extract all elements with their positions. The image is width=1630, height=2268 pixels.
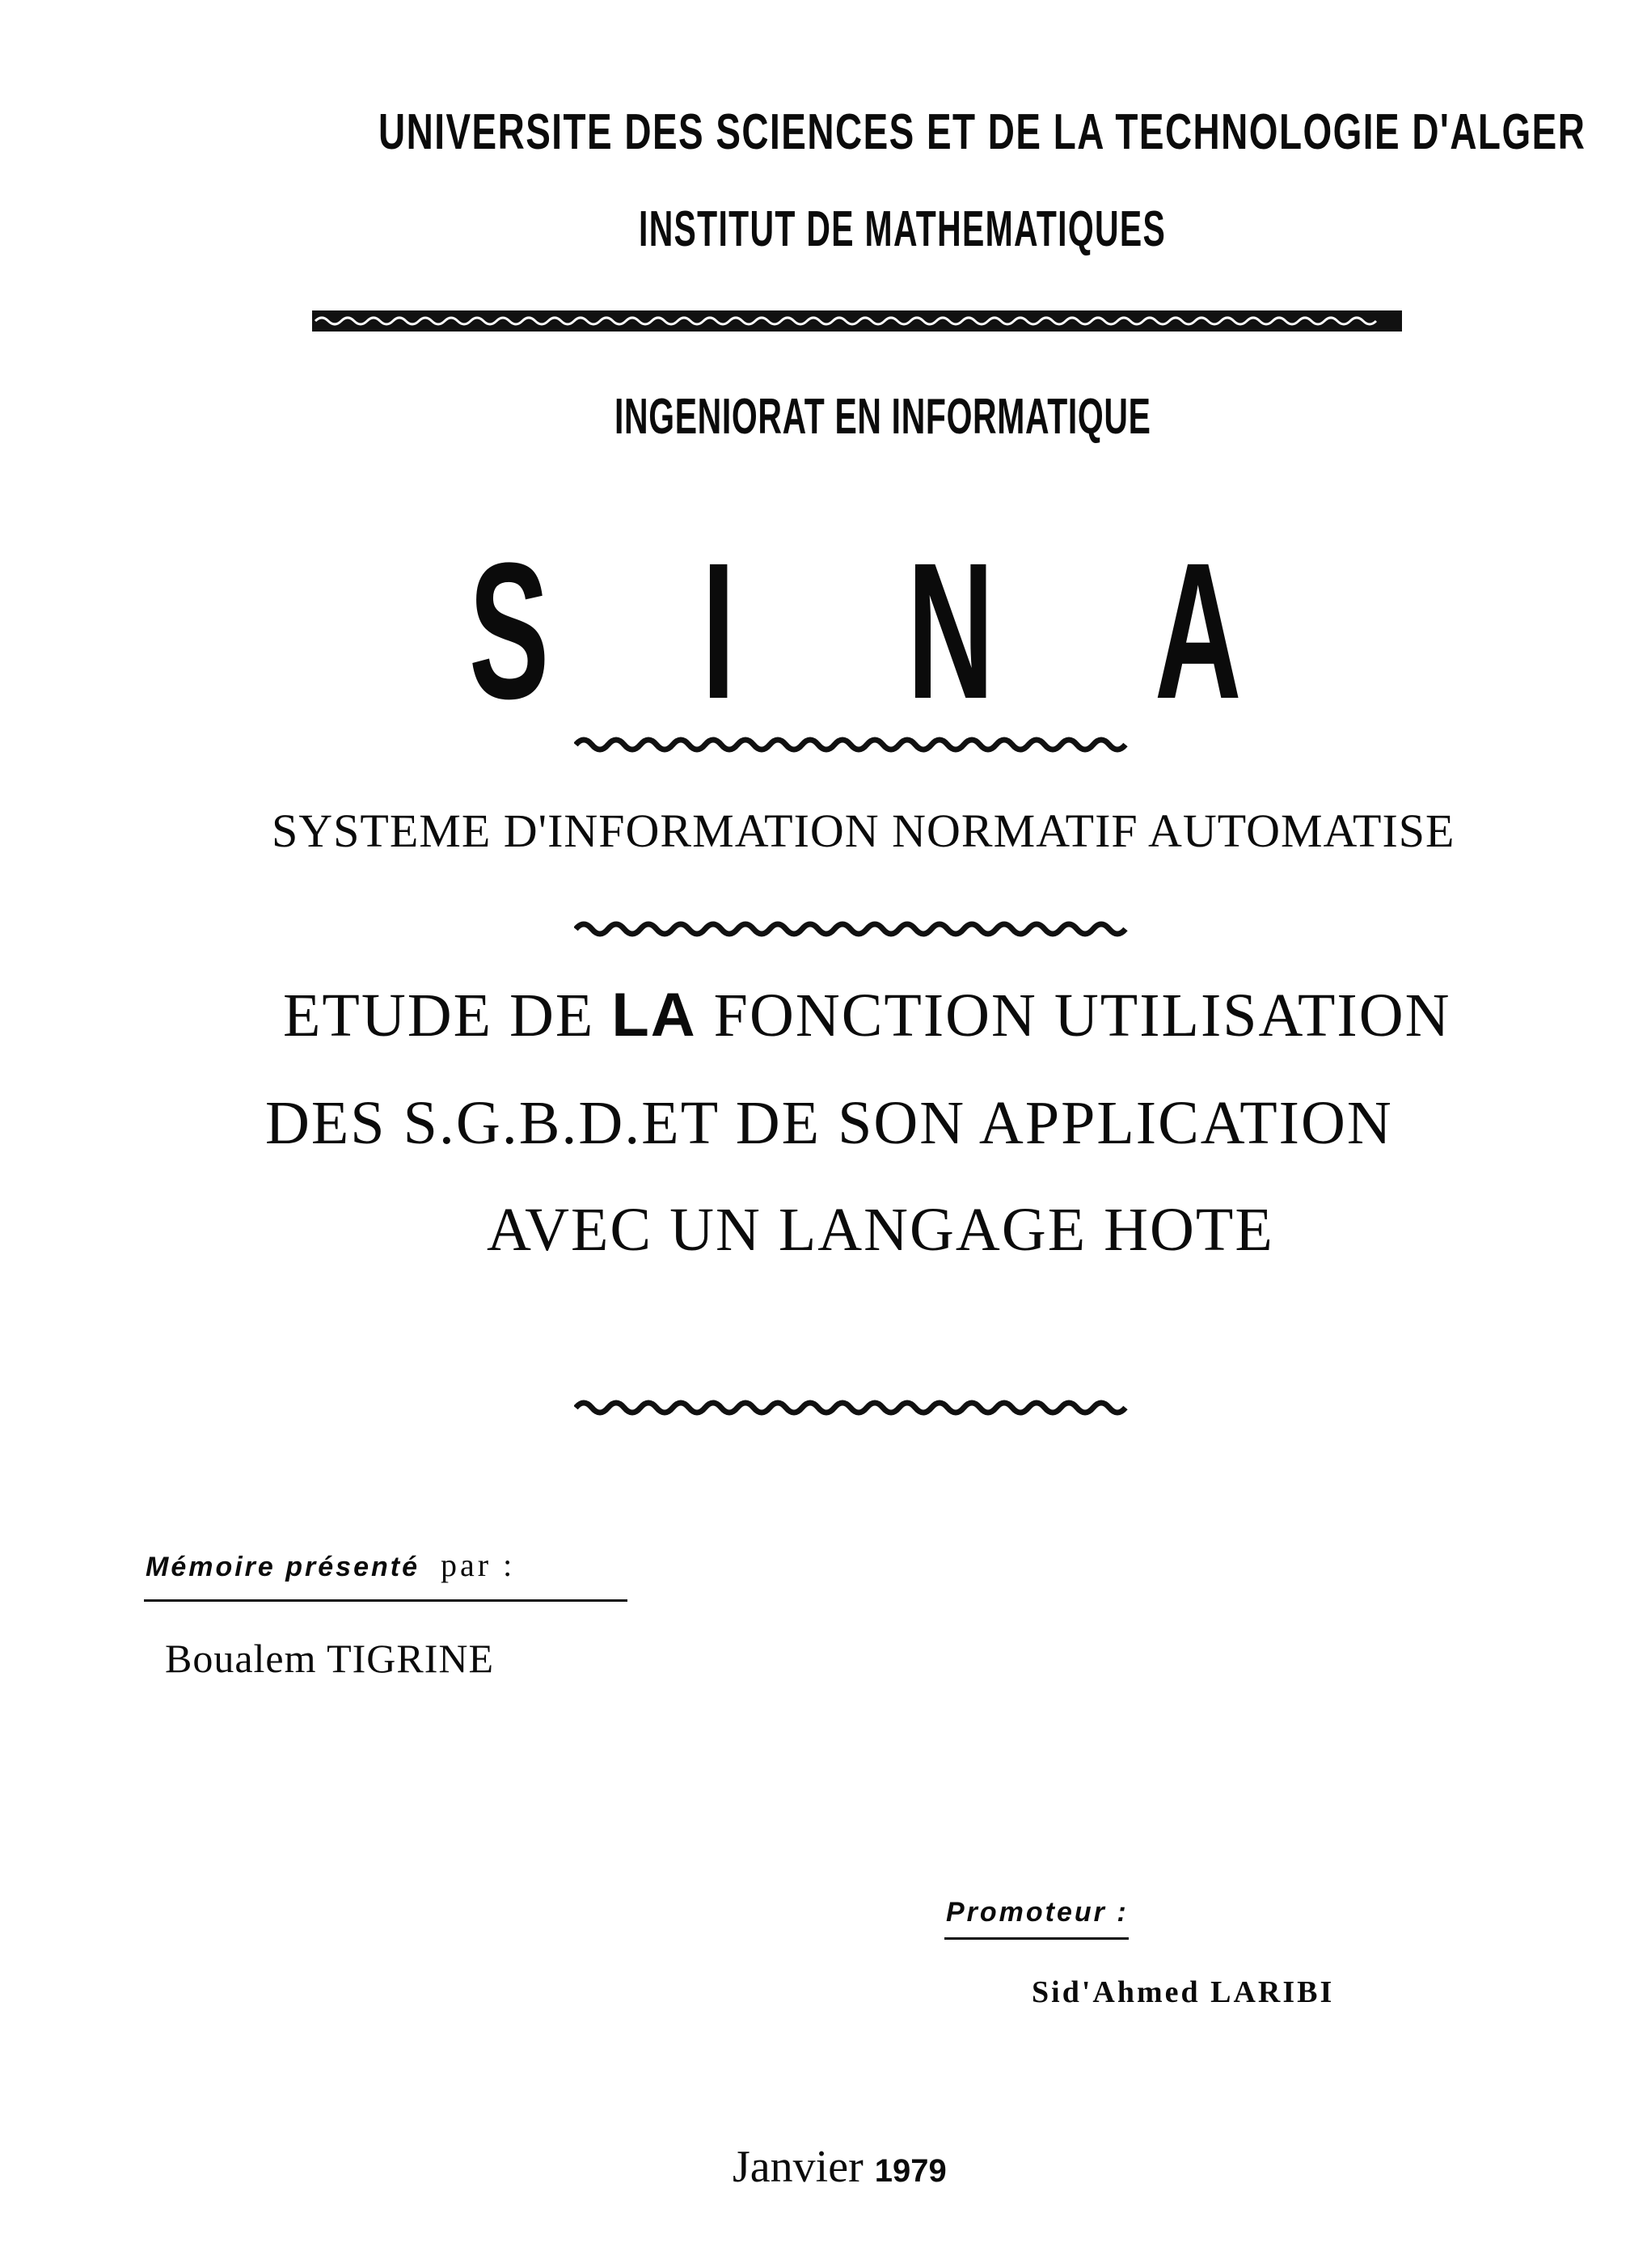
- institute-name: INSTITUT DE MATHEMATIQUES: [639, 201, 1167, 257]
- acronym-letter: A: [1155, 522, 1242, 739]
- wave-divider: [574, 919, 1140, 940]
- author-name: Boualem TIGRINE: [165, 1636, 495, 1681]
- wave-divider: [574, 1397, 1140, 1418]
- subtitle: SYSTEME D'INFORMATION NORMATIF AUTOMATISE: [272, 805, 1455, 857]
- acronym-letter: S: [469, 522, 550, 739]
- presented-by-label: Mémoire présenté par :: [146, 1547, 516, 1583]
- promoter-label: Promoteur :: [946, 1897, 1129, 1928]
- university-name: UNIVERSITE DES SCIENCES ET DE LA TECHNOLOGIE D'ALGER: [378, 104, 1586, 160]
- acronym-letter: N: [907, 522, 994, 739]
- study-title-line-2: DES S.G.B.D.ET DE SON APPLICATION: [265, 1089, 1393, 1157]
- wave-divider: [574, 734, 1140, 755]
- program-name: INGENIORAT EN INFORMATIQUE: [614, 389, 1151, 445]
- date: Janvier 1979: [733, 2142, 947, 2192]
- underline: [944, 1937, 1129, 1940]
- underline: [144, 1599, 627, 1602]
- decorative-rule: [312, 310, 1402, 332]
- study-title-line-3: AVEC UN LANGAGE HOTE: [487, 1196, 1274, 1264]
- promoter-name: Sid'Ahmed LARIBI: [1032, 1975, 1335, 2009]
- study-title-line-1: ETUDE DE LA FONCTION UTILISATION: [283, 981, 1451, 1050]
- acronym-letter: I: [702, 522, 736, 739]
